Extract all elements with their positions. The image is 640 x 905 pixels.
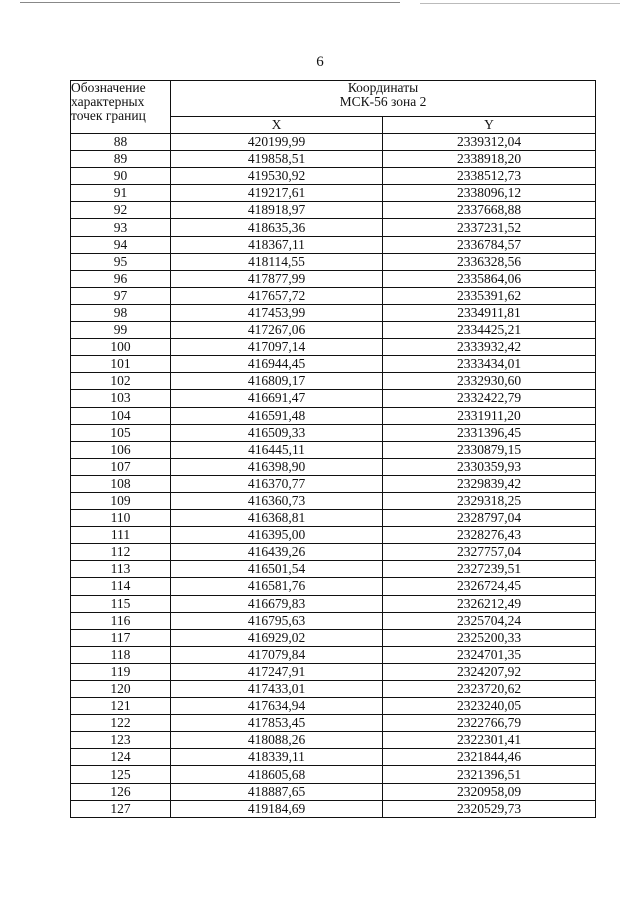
y-coordinate-cell: 2333932,42 [383,339,596,356]
table-row [71,527,596,544]
table-row [71,800,596,817]
y-coordinate-cell: 2337231,52 [383,219,596,236]
x-coordinate-cell: 419217,61 [171,185,383,202]
y-coordinate-cell: 2337668,88 [383,202,596,219]
point-number-cell: 94 [71,236,171,253]
table-row [71,783,596,800]
y-coordinate-cell: 2330359,93 [383,458,596,475]
y-coordinate-cell: 2323720,62 [383,681,596,698]
y-coordinate-cell: 2327757,04 [383,544,596,561]
y-coordinate-cell: 2332930,60 [383,373,596,390]
y-coordinate-cell: 2326724,45 [383,578,596,595]
y-coordinate-cell: 2332422,79 [383,390,596,407]
table-row [71,253,596,270]
y-coordinate-cell: 2327239,51 [383,561,596,578]
x-coordinate-cell: 417433,01 [171,681,383,698]
table-row [71,732,596,749]
x-coordinate-cell: 417247,91 [171,663,383,680]
y-coordinate-cell: 2322301,41 [383,732,596,749]
y-coordinate-cell: 2339312,04 [383,134,596,151]
table-row [71,578,596,595]
point-label-header-line: точек границ [71,108,146,123]
x-coordinate-cell: 418605,68 [171,766,383,783]
x-coordinate-cell: 418114,55 [171,253,383,270]
x-column-header: X [171,117,383,134]
x-coordinate-cell: 416944,45 [171,356,383,373]
table-row [71,544,596,561]
y-coordinate-cell: 2329839,42 [383,475,596,492]
x-coordinate-cell: 419530,92 [171,168,383,185]
table-row [71,236,596,253]
point-number-cell: 121 [71,698,171,715]
y-coordinate-cell: 2322766,79 [383,715,596,732]
point-number-cell: 112 [71,544,171,561]
x-coordinate-cell: 417853,45 [171,715,383,732]
table-row [71,134,596,151]
x-coordinate-cell: 416368,81 [171,510,383,527]
point-number-cell: 89 [71,151,171,168]
point-number-cell: 103 [71,390,171,407]
y-coordinate-cell: 2324207,92 [383,663,596,680]
x-coordinate-cell: 416809,17 [171,373,383,390]
table-row [71,373,596,390]
point-number-cell: 116 [71,612,171,629]
point-number-cell: 99 [71,322,171,339]
x-coordinate-cell: 416439,26 [171,544,383,561]
table-row [71,646,596,663]
table-row [71,270,596,287]
table-row [71,715,596,732]
point-number-cell: 117 [71,629,171,646]
x-coordinate-cell: 420199,99 [171,134,383,151]
x-coordinate-cell: 417634,94 [171,698,383,715]
x-coordinate-cell: 418339,11 [171,749,383,766]
table-row [71,185,596,202]
point-number-cell: 92 [71,202,171,219]
table-row [71,168,596,185]
coordinates-header-system: МСК-56 зона 2 [339,94,427,109]
coordinates-table [70,80,596,818]
x-coordinate-cell: 416445,11 [171,441,383,458]
x-coordinate-cell: 419858,51 [171,151,383,168]
point-number-cell: 107 [71,458,171,475]
point-number-cell: 111 [71,527,171,544]
y-coordinate-cell: 2324701,35 [383,646,596,663]
point-number-cell: 101 [71,356,171,373]
table-row [71,304,596,321]
x-coordinate-cell: 417097,14 [171,339,383,356]
point-label-header-line: характерных [71,94,145,109]
point-label-header [71,81,171,134]
x-coordinate-cell: 418635,36 [171,219,383,236]
table-row [71,424,596,441]
x-coordinate-cell: 416501,54 [171,561,383,578]
table-row [71,612,596,629]
y-coordinate-cell: 2335864,06 [383,270,596,287]
point-number-cell: 98 [71,304,171,321]
table-row [71,151,596,168]
table-row [71,595,596,612]
point-number-cell: 120 [71,681,171,698]
table-row [71,561,596,578]
point-number-cell: 93 [71,219,171,236]
x-coordinate-cell: 416360,73 [171,492,383,509]
point-number-cell: 105 [71,424,171,441]
table-row [71,492,596,509]
table-row [71,390,596,407]
table-row [71,458,596,475]
point-number-cell: 123 [71,732,171,749]
coordinates-header-title: Координаты [347,80,419,95]
point-number-cell: 119 [71,663,171,680]
y-coordinate-cell: 2336328,56 [383,253,596,270]
y-coordinate-cell: 2338918,20 [383,151,596,168]
table-row [71,407,596,424]
table-row [71,681,596,698]
x-coordinate-cell: 417877,99 [171,270,383,287]
y-coordinate-cell: 2320529,73 [383,800,596,817]
x-coordinate-cell: 417453,99 [171,304,383,321]
x-coordinate-cell: 416591,48 [171,407,383,424]
y-coordinate-cell: 2331911,20 [383,407,596,424]
y-coordinate-cell: 2321844,46 [383,749,596,766]
x-coordinate-cell: 416509,33 [171,424,383,441]
table-row [71,356,596,373]
x-coordinate-cell: 418918,97 [171,202,383,219]
y-coordinate-cell: 2320958,09 [383,783,596,800]
x-coordinate-cell: 416581,76 [171,578,383,595]
x-coordinate-cell: 418088,26 [171,732,383,749]
x-coordinate-cell: 417079,84 [171,646,383,663]
x-coordinate-cell: 416691,47 [171,390,383,407]
table-row [71,510,596,527]
point-number-cell: 95 [71,253,171,270]
point-number-cell: 114 [71,578,171,595]
x-coordinate-cell: 416398,90 [171,458,383,475]
y-coordinate-cell: 2328276,43 [383,527,596,544]
y-coordinate-cell: 2336784,57 [383,236,596,253]
y-coordinate-cell: 2325704,24 [383,612,596,629]
y-coordinate-cell: 2323240,05 [383,698,596,715]
point-number-cell: 90 [71,168,171,185]
table-body [71,134,596,818]
coordinates-header [171,81,596,117]
x-coordinate-cell: 417657,72 [171,287,383,304]
y-coordinate-cell: 2335391,62 [383,287,596,304]
table-row [71,322,596,339]
x-coordinate-cell: 417267,06 [171,322,383,339]
point-number-cell: 110 [71,510,171,527]
table-row [71,663,596,680]
scan-edge-lines [0,0,640,6]
x-coordinate-cell: 416395,00 [171,527,383,544]
point-number-cell: 106 [71,441,171,458]
table-row [71,698,596,715]
point-number-cell: 96 [71,270,171,287]
point-number-cell: 124 [71,749,171,766]
point-number-cell: 113 [71,561,171,578]
point-number-cell: 109 [71,492,171,509]
y-coordinate-cell: 2338096,12 [383,185,596,202]
x-coordinate-cell: 419184,69 [171,800,383,817]
point-number-cell: 108 [71,475,171,492]
y-coordinate-cell: 2333434,01 [383,356,596,373]
point-label-header-line: Обозначение [71,80,146,95]
y-coordinate-cell: 2326212,49 [383,595,596,612]
point-number-cell: 118 [71,646,171,663]
table-row [71,202,596,219]
x-coordinate-cell: 416370,77 [171,475,383,492]
point-number-cell: 122 [71,715,171,732]
table-row [71,629,596,646]
table-row [71,441,596,458]
y-coordinate-cell: 2329318,25 [383,492,596,509]
point-number-cell: 100 [71,339,171,356]
x-coordinate-cell: 416795,63 [171,612,383,629]
point-number-cell: 115 [71,595,171,612]
x-coordinate-cell: 416929,02 [171,629,383,646]
table-row [71,749,596,766]
table-row [71,339,596,356]
y-coordinate-cell: 2321396,51 [383,766,596,783]
y-coordinate-cell: 2325200,33 [383,629,596,646]
y-coordinate-cell: 2334911,81 [383,304,596,321]
x-coordinate-cell: 418887,65 [171,783,383,800]
y-column-header: Y [383,117,596,134]
y-coordinate-cell: 2331396,45 [383,424,596,441]
point-number-cell: 127 [71,800,171,817]
point-number-cell: 126 [71,783,171,800]
table-row [71,219,596,236]
point-number-cell: 88 [71,134,171,151]
x-coordinate-cell: 418367,11 [171,236,383,253]
point-number-cell: 102 [71,373,171,390]
table-row [71,766,596,783]
table-row [71,287,596,304]
y-coordinate-cell: 2328797,04 [383,510,596,527]
page-number: 6 [316,54,324,70]
y-coordinate-cell: 2330879,15 [383,441,596,458]
x-coordinate-cell: 416679,83 [171,595,383,612]
point-number-cell: 91 [71,185,171,202]
y-coordinate-cell: 2338512,73 [383,168,596,185]
y-coordinate-cell: 2334425,21 [383,322,596,339]
point-number-cell: 125 [71,766,171,783]
point-number-cell: 97 [71,287,171,304]
table-row [71,475,596,492]
point-number-cell: 104 [71,407,171,424]
